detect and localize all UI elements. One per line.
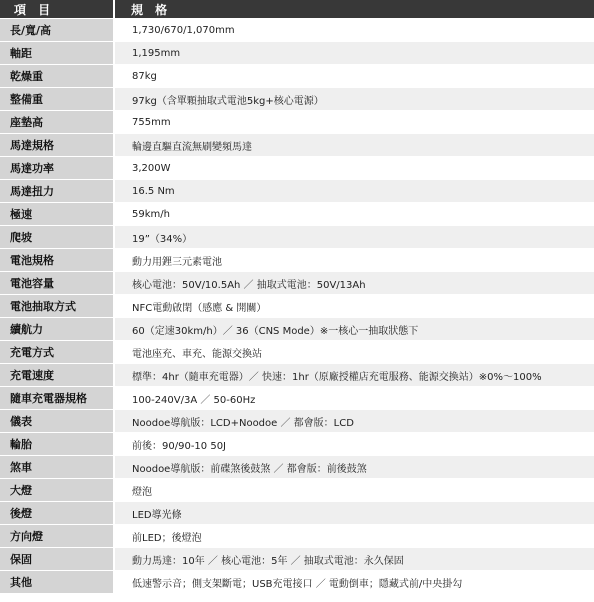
row-label: 保固 xyxy=(0,548,114,571)
header-row xyxy=(0,0,594,19)
row-value: 755mm xyxy=(114,111,594,134)
row-value: 60（定速30km/h）／ 36（CNS Mode）※一核心一抽取狀態下 xyxy=(114,318,594,341)
spec-row xyxy=(0,226,594,249)
spec-row xyxy=(0,433,594,456)
spec-body xyxy=(0,19,594,594)
row-value: 16.5 Nm xyxy=(114,180,594,203)
row-value: 電池座充、車充、能源交換站 xyxy=(114,341,594,364)
row-label: 電池容量 xyxy=(0,272,114,295)
row-label: 煞車 xyxy=(0,456,114,479)
row-label: 爬坡 xyxy=(0,226,114,249)
spec-row xyxy=(0,456,594,479)
spec-row xyxy=(0,341,594,364)
row-label: 方向燈 xyxy=(0,525,114,548)
spec-row xyxy=(0,502,594,525)
row-value: 前LED；後燈泡 xyxy=(114,525,594,548)
row-value: 59km/h xyxy=(114,203,594,226)
spec-row xyxy=(0,479,594,502)
row-value: 核心電池：50V/10.5Ah ／ 抽取式電池：50V/13Ah xyxy=(114,272,594,295)
row-value: Noodoe導航版：LCD+Noodoe ／ 都會版：LCD xyxy=(114,410,594,433)
spec-row xyxy=(0,42,594,65)
header-spec: 規 格 xyxy=(114,0,594,19)
spec-row xyxy=(0,249,594,272)
row-label: 大燈 xyxy=(0,479,114,502)
spec-row xyxy=(0,180,594,203)
row-label: 整備重 xyxy=(0,88,114,111)
spec-row xyxy=(0,88,594,111)
row-label: 極速 xyxy=(0,203,114,226)
row-value: 3,200W xyxy=(114,157,594,180)
row-label: 隨車充電器規格 xyxy=(0,387,114,410)
spec-row xyxy=(0,364,594,387)
row-value: 1,195mm xyxy=(114,42,594,65)
spec-row xyxy=(0,272,594,295)
spec-row xyxy=(0,19,594,42)
row-label: 座墊高 xyxy=(0,111,114,134)
spec-row xyxy=(0,571,594,594)
spec-row xyxy=(0,111,594,134)
row-value: 前後：90/90-10 50J xyxy=(114,433,594,456)
row-label: 馬達扭力 xyxy=(0,180,114,203)
row-value: NFC電動啟閉（感應 & 開關） xyxy=(114,295,594,318)
spec-row xyxy=(0,65,594,88)
spec-row xyxy=(0,525,594,548)
header-item: 項 目 xyxy=(0,0,114,19)
spec-row xyxy=(0,157,594,180)
row-value: LED導光條 xyxy=(114,502,594,525)
row-label: 充電方式 xyxy=(0,341,114,364)
row-value: 低速警示音；側支架斷電；USB充電接口 ／ 電動倒車；隱藏式前/中央掛勾 xyxy=(114,571,594,594)
row-value: 1,730/670/1,070mm xyxy=(114,19,594,42)
spec-row xyxy=(0,203,594,226)
row-label: 軸距 xyxy=(0,42,114,65)
row-label: 續航力 xyxy=(0,318,114,341)
row-value: 輪邊直驅直流無刷變頻馬達 xyxy=(114,134,594,157)
spec-row xyxy=(0,387,594,410)
row-label: 長/寬/高 xyxy=(0,19,114,42)
row-value: 動力馬達：10年 ／ 核心電池：5年 ／ 抽取式電池：永久保固 xyxy=(114,548,594,571)
spec-row xyxy=(0,134,594,157)
row-value: 19”（34%） xyxy=(114,226,594,249)
row-label: 乾燥重 xyxy=(0,65,114,88)
row-value: Noodoe導航版：前碟煞後鼓煞 ／ 都會版：前後鼓煞 xyxy=(114,456,594,479)
row-label: 馬達功率 xyxy=(0,157,114,180)
row-label: 充電速度 xyxy=(0,364,114,387)
spec-row xyxy=(0,548,594,571)
row-label: 後燈 xyxy=(0,502,114,525)
row-value: 97kg（含單顆抽取式電池5kg+核心電源） xyxy=(114,88,594,111)
row-label: 電池抽取方式 xyxy=(0,295,114,318)
row-value: 動力用鋰三元素電池 xyxy=(114,249,594,272)
row-value: 燈泡 xyxy=(114,479,594,502)
row-value: 標準：4hr（隨車充電器）／ 快速：1hr（原廠授權店充電服務、能源交換站）※0%～100% xyxy=(114,364,594,387)
row-label: 輪胎 xyxy=(0,433,114,456)
row-value: 100-240V/3A ／ 50-60Hz xyxy=(114,387,594,410)
row-label: 馬達規格 xyxy=(0,134,114,157)
row-label: 其他 xyxy=(0,571,114,594)
spec-row xyxy=(0,318,594,341)
spec-row xyxy=(0,410,594,433)
spec-row xyxy=(0,295,594,318)
row-label: 電池規格 xyxy=(0,249,114,272)
row-value: 87kg xyxy=(114,65,594,88)
row-label: 儀表 xyxy=(0,410,114,433)
